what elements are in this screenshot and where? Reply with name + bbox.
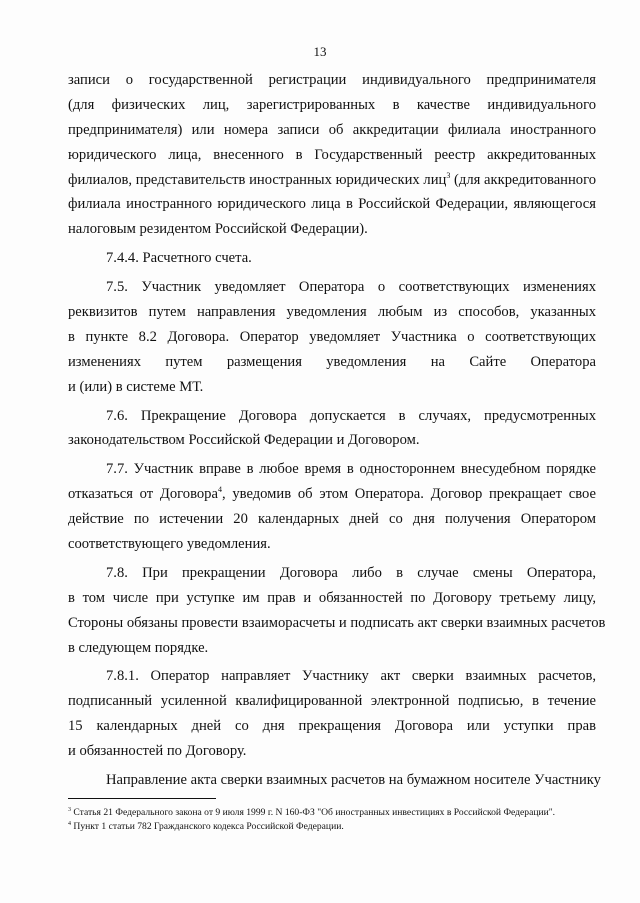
- footnote-ref: 3: [446, 170, 451, 180]
- text-line: записи о государственной регистрации индивидуального предпринимателя: [68, 72, 596, 88]
- text-line: действие по истечении 20 календарных дней со дня получения Оператором: [68, 511, 596, 528]
- document-body: [68, 68, 606, 793]
- text-line: изменениях путем размещения уведомления на Сайте Оператора: [68, 353, 596, 370]
- page-number: 13: [313, 44, 327, 59]
- footnote-divider: [68, 798, 216, 799]
- text-line: [68, 168, 596, 193]
- text-line: в том числе при уступке им прав и обязанностей по Договору третьему лицу,: [68, 589, 596, 606]
- text-line: 7.8. При прекращении Договора либо в случае смены Оператора,: [106, 564, 596, 581]
- footnote-text: Статья 21 Федерального закона от 9 июля 1999 г. N 160-ФЗ "Об иностранных инвестициях в Российской Федерации".: [71, 807, 556, 818]
- text-segment: , уведомив об этом Оператора. Договор прекращает свое: [221, 486, 596, 503]
- text-line: Стороны обязаны провести взаиморасчеты и подписать акт сверки взаимных расчетов: [68, 614, 606, 631]
- footnotes: [68, 806, 608, 834]
- footnote-text: Пункт 1 статьи 782 Гражданского кодекса Российской Федерации.: [71, 821, 344, 832]
- footnote-3: [68, 806, 608, 820]
- text-line: филиала иностранного юридического лица в Российской Федерации, являющегося: [68, 196, 596, 213]
- text-line: в следующем порядке.: [68, 639, 209, 656]
- text-line: 7.8.1. Оператор направляет Участнику акт сверки взаимных расчетов,: [106, 668, 596, 685]
- footnote-ref: 4: [217, 485, 222, 495]
- text-line: в пункте 8.2 Договора. Оператор уведомляет Участника о соответствующих: [68, 328, 596, 345]
- text-line: Направление акта сверки взаимных расчетов на бумажном носителе Участнику: [106, 772, 601, 789]
- text-line: (для физических лиц, зарегистрированных в качестве индивидуального: [68, 96, 596, 113]
- text-line: [68, 482, 596, 507]
- text-line: и (или) в системе МТ.: [68, 378, 204, 395]
- text-line: 7.5. Участник уведомляет Оператора о соответствующих изменениях: [106, 279, 596, 296]
- text-line: соответствующего уведомления.: [68, 536, 271, 553]
- text-line: налоговым резидентом Российской Федерации).: [68, 221, 368, 238]
- text-segment: филиалов, представительств иностранных юридических лиц: [68, 171, 447, 188]
- text-segment: отказаться от Договора: [68, 486, 218, 503]
- text-line: реквизитов путем направления уведомления любым из способов, указанных: [68, 304, 596, 321]
- text-line: 7.4.4. Расчетного счета.: [106, 250, 252, 267]
- text-line: юридического лица, внесенного в Государственный реестр аккредитованных: [68, 146, 596, 163]
- footnote-mark: 3: [68, 807, 71, 813]
- text-line: 7.6. Прекращение Договора допускается в случаях, предусмотренных: [106, 407, 596, 424]
- footnote-mark: 4: [68, 821, 71, 827]
- text-segment: (для аккредитованного: [450, 171, 597, 188]
- text-line: 7.7. Участник вправе в любое время в одностороннем внесудебном порядке: [106, 461, 596, 478]
- footnote-4: [68, 820, 608, 834]
- text-line: 15 календарных дней со дня прекращения Договора или уступки прав: [68, 718, 596, 735]
- text-line: предпринимателя) или номера записи об аккредитации филиала иностранного: [68, 121, 596, 138]
- text-line: законодательством Российской Федерации и Договором.: [68, 432, 420, 449]
- text-line: подписанный усиленной квалифицированной электронной подписью, в течение: [68, 693, 596, 710]
- text-line: и обязанностей по Договору.: [68, 743, 247, 760]
